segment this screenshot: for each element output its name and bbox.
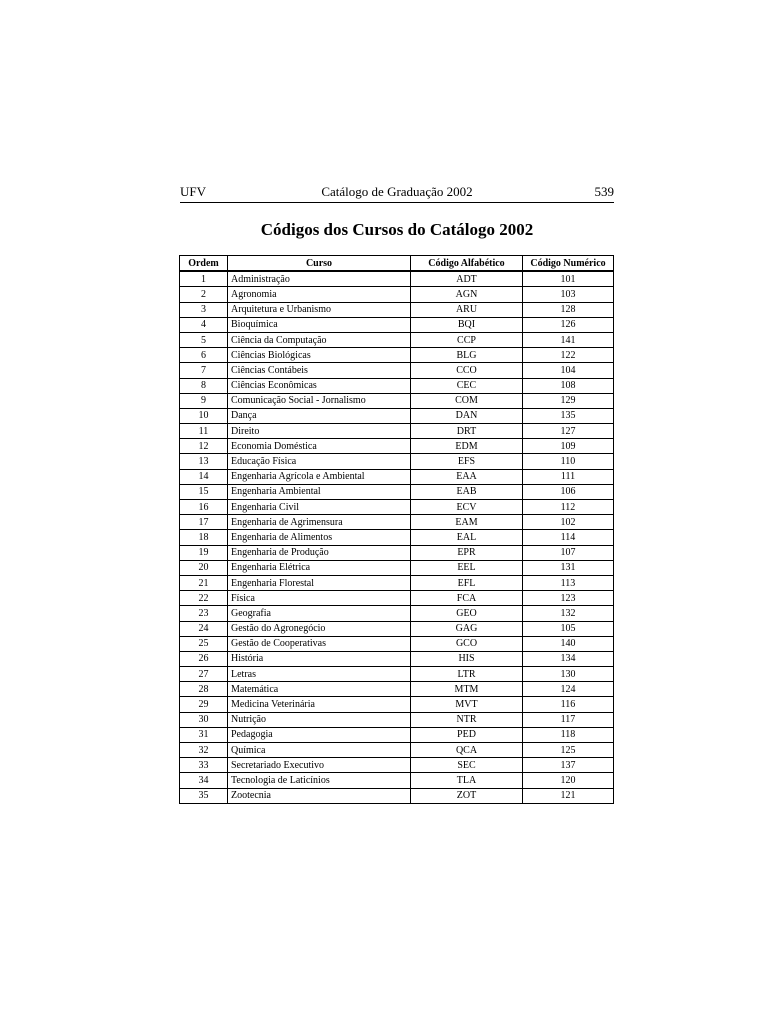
- cell-ordem: 33: [180, 758, 228, 773]
- table-row: [180, 500, 614, 515]
- cell-codigo-numerico: 141: [523, 332, 614, 347]
- cell-ordem: 6: [180, 348, 228, 363]
- cell-codigo-alfabetico: EAM: [411, 515, 523, 530]
- table-row: [180, 439, 614, 454]
- column-header-codigo-alfabetico: Código Alfabético: [411, 256, 523, 272]
- cell-codigo-numerico: 129: [523, 393, 614, 408]
- cell-ordem: 27: [180, 667, 228, 682]
- table-row: [180, 606, 614, 621]
- cell-codigo-numerico: 121: [523, 788, 614, 803]
- table-row: [180, 591, 614, 606]
- cell-ordem: 10: [180, 408, 228, 423]
- cell-ordem: 4: [180, 317, 228, 332]
- table-header-row: [180, 256, 614, 272]
- header-institution: UFV: [180, 184, 207, 199]
- cell-curso: Ciências Biológicas: [228, 348, 411, 363]
- cell-curso: Economia Doméstica: [228, 439, 411, 454]
- cell-codigo-alfabetico: TLA: [411, 773, 523, 788]
- cell-codigo-alfabetico: EAA: [411, 469, 523, 484]
- cell-ordem: 18: [180, 530, 228, 545]
- cell-codigo-numerico: 124: [523, 682, 614, 697]
- table-body: [180, 271, 614, 803]
- cell-codigo-numerico: 117: [523, 712, 614, 727]
- cell-codigo-alfabetico: AGN: [411, 287, 523, 302]
- cell-curso: Ciências Contábeis: [228, 363, 411, 378]
- cell-codigo-alfabetico: HIS: [411, 651, 523, 666]
- cell-curso: Física: [228, 591, 411, 606]
- table-row: [180, 697, 614, 712]
- cell-codigo-alfabetico: CCO: [411, 363, 523, 378]
- cell-codigo-alfabetico: COM: [411, 393, 523, 408]
- table-row: [180, 651, 614, 666]
- cell-ordem: 16: [180, 500, 228, 515]
- cell-codigo-numerico: 110: [523, 454, 614, 469]
- table-row: [180, 348, 614, 363]
- cell-curso: Ciências Econômicas: [228, 378, 411, 393]
- cell-curso: Engenharia Ambiental: [228, 484, 411, 499]
- table-row: [180, 469, 614, 484]
- cell-codigo-numerico: 118: [523, 727, 614, 742]
- table-row: [180, 332, 614, 347]
- cell-codigo-numerico: 135: [523, 408, 614, 423]
- cell-codigo-alfabetico: CEC: [411, 378, 523, 393]
- cell-ordem: 30: [180, 712, 228, 727]
- cell-ordem: 28: [180, 682, 228, 697]
- cell-codigo-numerico: 111: [523, 469, 614, 484]
- cell-curso: Bioquímica: [228, 317, 411, 332]
- cell-ordem: 2: [180, 287, 228, 302]
- cell-ordem: 29: [180, 697, 228, 712]
- table-row: [180, 788, 614, 803]
- cell-codigo-alfabetico: ARU: [411, 302, 523, 317]
- course-codes-table: [179, 255, 614, 804]
- cell-ordem: 20: [180, 560, 228, 575]
- header-catalog-title: Catálogo de Graduação 2002: [321, 184, 473, 199]
- cell-curso: Engenharia Elétrica: [228, 560, 411, 575]
- table-row: [180, 408, 614, 423]
- table-row: [180, 378, 614, 393]
- cell-ordem: 3: [180, 302, 228, 317]
- cell-ordem: 12: [180, 439, 228, 454]
- cell-codigo-numerico: 125: [523, 743, 614, 758]
- cell-codigo-numerico: 132: [523, 606, 614, 621]
- cell-ordem: 7: [180, 363, 228, 378]
- table-row: [180, 515, 614, 530]
- cell-codigo-alfabetico: ADT: [411, 271, 523, 287]
- cell-ordem: 23: [180, 606, 228, 621]
- cell-codigo-numerico: 108: [523, 378, 614, 393]
- table-row: [180, 743, 614, 758]
- table-row: [180, 545, 614, 560]
- table-row: [180, 393, 614, 408]
- cell-ordem: 1: [180, 271, 228, 287]
- running-header: [180, 184, 614, 203]
- cell-codigo-alfabetico: GAG: [411, 621, 523, 636]
- cell-codigo-numerico: 130: [523, 667, 614, 682]
- cell-ordem: 13: [180, 454, 228, 469]
- cell-ordem: 22: [180, 591, 228, 606]
- cell-codigo-alfabetico: ECV: [411, 500, 523, 515]
- cell-codigo-alfabetico: EFL: [411, 575, 523, 590]
- cell-curso: Matemática: [228, 682, 411, 697]
- cell-ordem: 5: [180, 332, 228, 347]
- column-header-codigo-numerico: Código Numérico: [523, 256, 614, 272]
- cell-ordem: 17: [180, 515, 228, 530]
- table-row: [180, 454, 614, 469]
- cell-curso: História: [228, 651, 411, 666]
- cell-codigo-alfabetico: QCA: [411, 743, 523, 758]
- cell-codigo-alfabetico: EFS: [411, 454, 523, 469]
- cell-codigo-alfabetico: GEO: [411, 606, 523, 621]
- table-row: [180, 758, 614, 773]
- cell-codigo-alfabetico: EPR: [411, 545, 523, 560]
- cell-codigo-numerico: 120: [523, 773, 614, 788]
- cell-ordem: 19: [180, 545, 228, 560]
- cell-codigo-alfabetico: LTR: [411, 667, 523, 682]
- table-row: [180, 560, 614, 575]
- cell-codigo-alfabetico: ZOT: [411, 788, 523, 803]
- cell-ordem: 24: [180, 621, 228, 636]
- cell-curso: Engenharia de Alimentos: [228, 530, 411, 545]
- cell-codigo-numerico: 112: [523, 500, 614, 515]
- cell-curso: Arquitetura e Urbanismo: [228, 302, 411, 317]
- cell-curso: Pedagogia: [228, 727, 411, 742]
- table-row: [180, 712, 614, 727]
- cell-curso: Zootecnia: [228, 788, 411, 803]
- cell-curso: Direito: [228, 424, 411, 439]
- cell-codigo-alfabetico: MTM: [411, 682, 523, 697]
- cell-codigo-numerico: 122: [523, 348, 614, 363]
- cell-codigo-numerico: 126: [523, 317, 614, 332]
- table-row: [180, 636, 614, 651]
- cell-codigo-alfabetico: SEC: [411, 758, 523, 773]
- table-row: [180, 621, 614, 636]
- table-row: [180, 424, 614, 439]
- cell-ordem: 26: [180, 651, 228, 666]
- cell-codigo-numerico: 109: [523, 439, 614, 454]
- cell-curso: Educação Física: [228, 454, 411, 469]
- cell-ordem: 31: [180, 727, 228, 742]
- cell-codigo-alfabetico: BQI: [411, 317, 523, 332]
- cell-curso: Medicina Veterinária: [228, 697, 411, 712]
- table-row: [180, 317, 614, 332]
- table-row: [180, 575, 614, 590]
- cell-ordem: 32: [180, 743, 228, 758]
- cell-curso: Gestão do Agronegócio: [228, 621, 411, 636]
- cell-curso: Dança: [228, 408, 411, 423]
- cell-curso: Engenharia Florestal: [228, 575, 411, 590]
- cell-ordem: 9: [180, 393, 228, 408]
- cell-codigo-numerico: 137: [523, 758, 614, 773]
- table-row: [180, 302, 614, 317]
- cell-codigo-numerico: 128: [523, 302, 614, 317]
- cell-codigo-alfabetico: FCA: [411, 591, 523, 606]
- table-row: [180, 667, 614, 682]
- cell-curso: Geografia: [228, 606, 411, 621]
- cell-ordem: 15: [180, 484, 228, 499]
- cell-codigo-alfabetico: PED: [411, 727, 523, 742]
- cell-codigo-alfabetico: MVT: [411, 697, 523, 712]
- cell-curso: Agronomia: [228, 287, 411, 302]
- cell-codigo-numerico: 114: [523, 530, 614, 545]
- column-header-curso: Curso: [228, 256, 411, 272]
- cell-codigo-numerico: 116: [523, 697, 614, 712]
- cell-curso: Administração: [228, 271, 411, 287]
- cell-ordem: 11: [180, 424, 228, 439]
- cell-codigo-numerico: 105: [523, 621, 614, 636]
- page-number: 539: [594, 184, 614, 199]
- cell-curso: Nutrição: [228, 712, 411, 727]
- table-row: [180, 484, 614, 499]
- cell-curso: Tecnologia de Laticínios: [228, 773, 411, 788]
- page-title: Códigos dos Cursos do Catálogo 2002: [260, 220, 534, 239]
- table-row: [180, 271, 614, 287]
- cell-curso: Química: [228, 743, 411, 758]
- cell-codigo-alfabetico: CCP: [411, 332, 523, 347]
- cell-codigo-alfabetico: BLG: [411, 348, 523, 363]
- cell-curso: Engenharia de Produção: [228, 545, 411, 560]
- cell-codigo-numerico: 104: [523, 363, 614, 378]
- cell-ordem: 14: [180, 469, 228, 484]
- cell-codigo-alfabetico: GCO: [411, 636, 523, 651]
- column-header-ordem: Ordem: [180, 256, 228, 272]
- cell-codigo-alfabetico: EAL: [411, 530, 523, 545]
- cell-codigo-numerico: 101: [523, 271, 614, 287]
- cell-curso: Letras: [228, 667, 411, 682]
- table-row: [180, 287, 614, 302]
- cell-ordem: 34: [180, 773, 228, 788]
- cell-codigo-alfabetico: NTR: [411, 712, 523, 727]
- cell-codigo-numerico: 127: [523, 424, 614, 439]
- cell-codigo-numerico: 131: [523, 560, 614, 575]
- cell-codigo-alfabetico: DAN: [411, 408, 523, 423]
- cell-ordem: 8: [180, 378, 228, 393]
- table-row: [180, 682, 614, 697]
- cell-curso: Gestão de Cooperativas: [228, 636, 411, 651]
- cell-curso: Comunicação Social - Jornalismo: [228, 393, 411, 408]
- cell-curso: Secretariado Executivo: [228, 758, 411, 773]
- cell-codigo-numerico: 106: [523, 484, 614, 499]
- table-row: [180, 727, 614, 742]
- cell-codigo-numerico: 102: [523, 515, 614, 530]
- cell-ordem: 21: [180, 575, 228, 590]
- cell-curso: Engenharia Agrícola e Ambiental: [228, 469, 411, 484]
- cell-codigo-alfabetico: DRT: [411, 424, 523, 439]
- cell-codigo-numerico: 103: [523, 287, 614, 302]
- cell-curso: Ciência da Computação: [228, 332, 411, 347]
- cell-codigo-numerico: 140: [523, 636, 614, 651]
- cell-codigo-alfabetico: EDM: [411, 439, 523, 454]
- cell-codigo-alfabetico: EAB: [411, 484, 523, 499]
- cell-codigo-numerico: 107: [523, 545, 614, 560]
- cell-codigo-numerico: 113: [523, 575, 614, 590]
- cell-codigo-numerico: 123: [523, 591, 614, 606]
- cell-codigo-numerico: 134: [523, 651, 614, 666]
- table-row: [180, 363, 614, 378]
- cell-codigo-alfabetico: EEL: [411, 560, 523, 575]
- cell-ordem: 25: [180, 636, 228, 651]
- cell-curso: Engenharia Civil: [228, 500, 411, 515]
- cell-curso: Engenharia de Agrimensura: [228, 515, 411, 530]
- table-row: [180, 530, 614, 545]
- cell-ordem: 35: [180, 788, 228, 803]
- table-row: [180, 773, 614, 788]
